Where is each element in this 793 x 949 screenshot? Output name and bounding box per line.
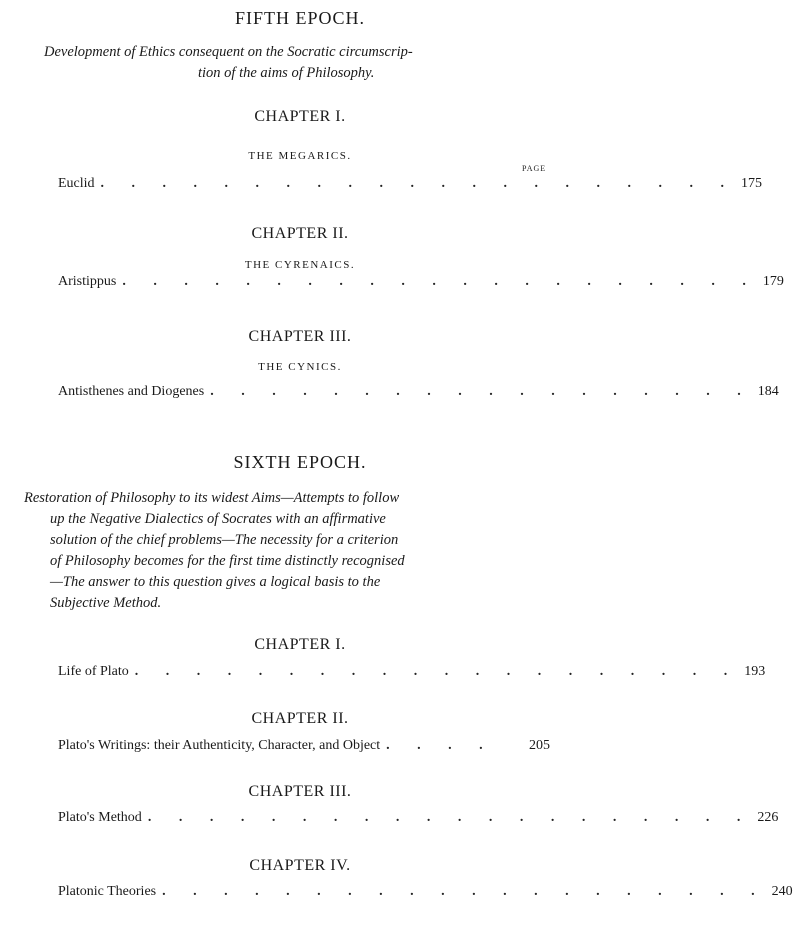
toc-entry-page: 179 [762,274,784,289]
sixth-epoch-intro-line-2: up the Negative Dialectics of Socrates with an affirmative [50,511,386,527]
leader-dots: . . . . . . . . . . . . . . . . . . . . . [122,274,758,289]
toc-entry-title: Euclid [58,176,95,191]
toc-entry-page: 193 [744,664,766,679]
fifth-epoch-intro-line-1: Development of Ethics consequent on the Socratic circumscrip- [44,44,413,60]
toc-entry-page: 226 [757,810,779,825]
leader-dots: . . . . . . . . . . . . . . . . . . [210,384,753,399]
toc-entry-antisthenes[interactable] [58,384,779,404]
leader-dots: . . . . . . . . . . . . . . . . . . . . [134,664,740,679]
sixth-epoch-intro-line-1: Restoration of Philosophy to its widest Aims—Attempts to follow [24,490,400,506]
toc-entry-title: Aristippus [58,274,117,289]
sixth-chapter-4-heading: CHAPTER IV. [249,857,351,874]
toc-entry-page: 184 [757,384,779,399]
toc-entry-page: 205 [529,738,550,753]
toc-entry-page: 240 [771,884,793,899]
sixth-chapter-1-heading: CHAPTER I. [254,636,346,653]
toc-entry-page: 175 [741,176,763,191]
toc-entry-euclid[interactable] [58,176,763,196]
fifth-chapter-1-heading: CHAPTER I. [254,108,346,125]
sixth-epoch-intro-line-4: of Philosophy becomes for the first time distinctly recognised [50,553,405,569]
leader-dots: . . . . . . . . . . . . . . . . . . . . . [100,176,737,191]
sixth-chapter-3-heading: CHAPTER III. [248,783,352,800]
sixth-epoch-intro-line-5: —The answer to this question gives a logical basis to the [50,574,381,590]
toc-entry-platos-writings[interactable] [58,738,550,758]
fifth-epoch-intro-line-2: tion of the aims of Philosophy. [198,65,375,81]
toc-entry-aristippus[interactable] [58,274,784,294]
sixth-epoch-title: SIXTH EPOCH. [233,452,367,472]
fifth-epoch-title: FIFTH EPOCH. [234,8,366,28]
fifth-chapter-2-subtitle: THE CYRENAICS. [244,259,356,271]
toc-entry-title: Life of Plato [58,664,129,679]
fifth-chapter-1-subtitle: THE MEGARICS. [248,150,352,162]
toc-entry-title: Plato's Writings: their Authenticity, Character, and Object [58,738,381,753]
leader-dots: . . . . [386,738,495,753]
sixth-epoch-intro-line-6: Subjective Method. [50,595,162,611]
toc-entry-title: Antisthenes and Diogenes [58,384,205,399]
fifth-chapter-3-heading: CHAPTER III. [248,328,352,345]
toc-entry-title: Plato's Method [58,810,142,825]
sixth-epoch-intro-line-3: solution of the chief problems—The necessity for a criterion [50,532,399,548]
toc-entry-title: Platonic Theories [58,884,157,899]
sixth-chapter-2-heading: CHAPTER II. [251,710,349,727]
toc-entry-life-of-plato[interactable] [58,664,766,684]
fifth-chapter-3-subtitle: THE CYNICS. [258,361,342,373]
page-column-header: PAGE [522,164,547,173]
leader-dots: . . . . . . . . . . . . . . . . . . . . [147,810,753,825]
toc-entry-platonic-theories[interactable] [58,884,793,904]
toc-entry-platos-method[interactable] [58,810,779,830]
leader-dots: . . . . . . . . . . . . . . . . . . . . [162,884,767,899]
fifth-chapter-2-heading: CHAPTER II. [251,225,349,242]
